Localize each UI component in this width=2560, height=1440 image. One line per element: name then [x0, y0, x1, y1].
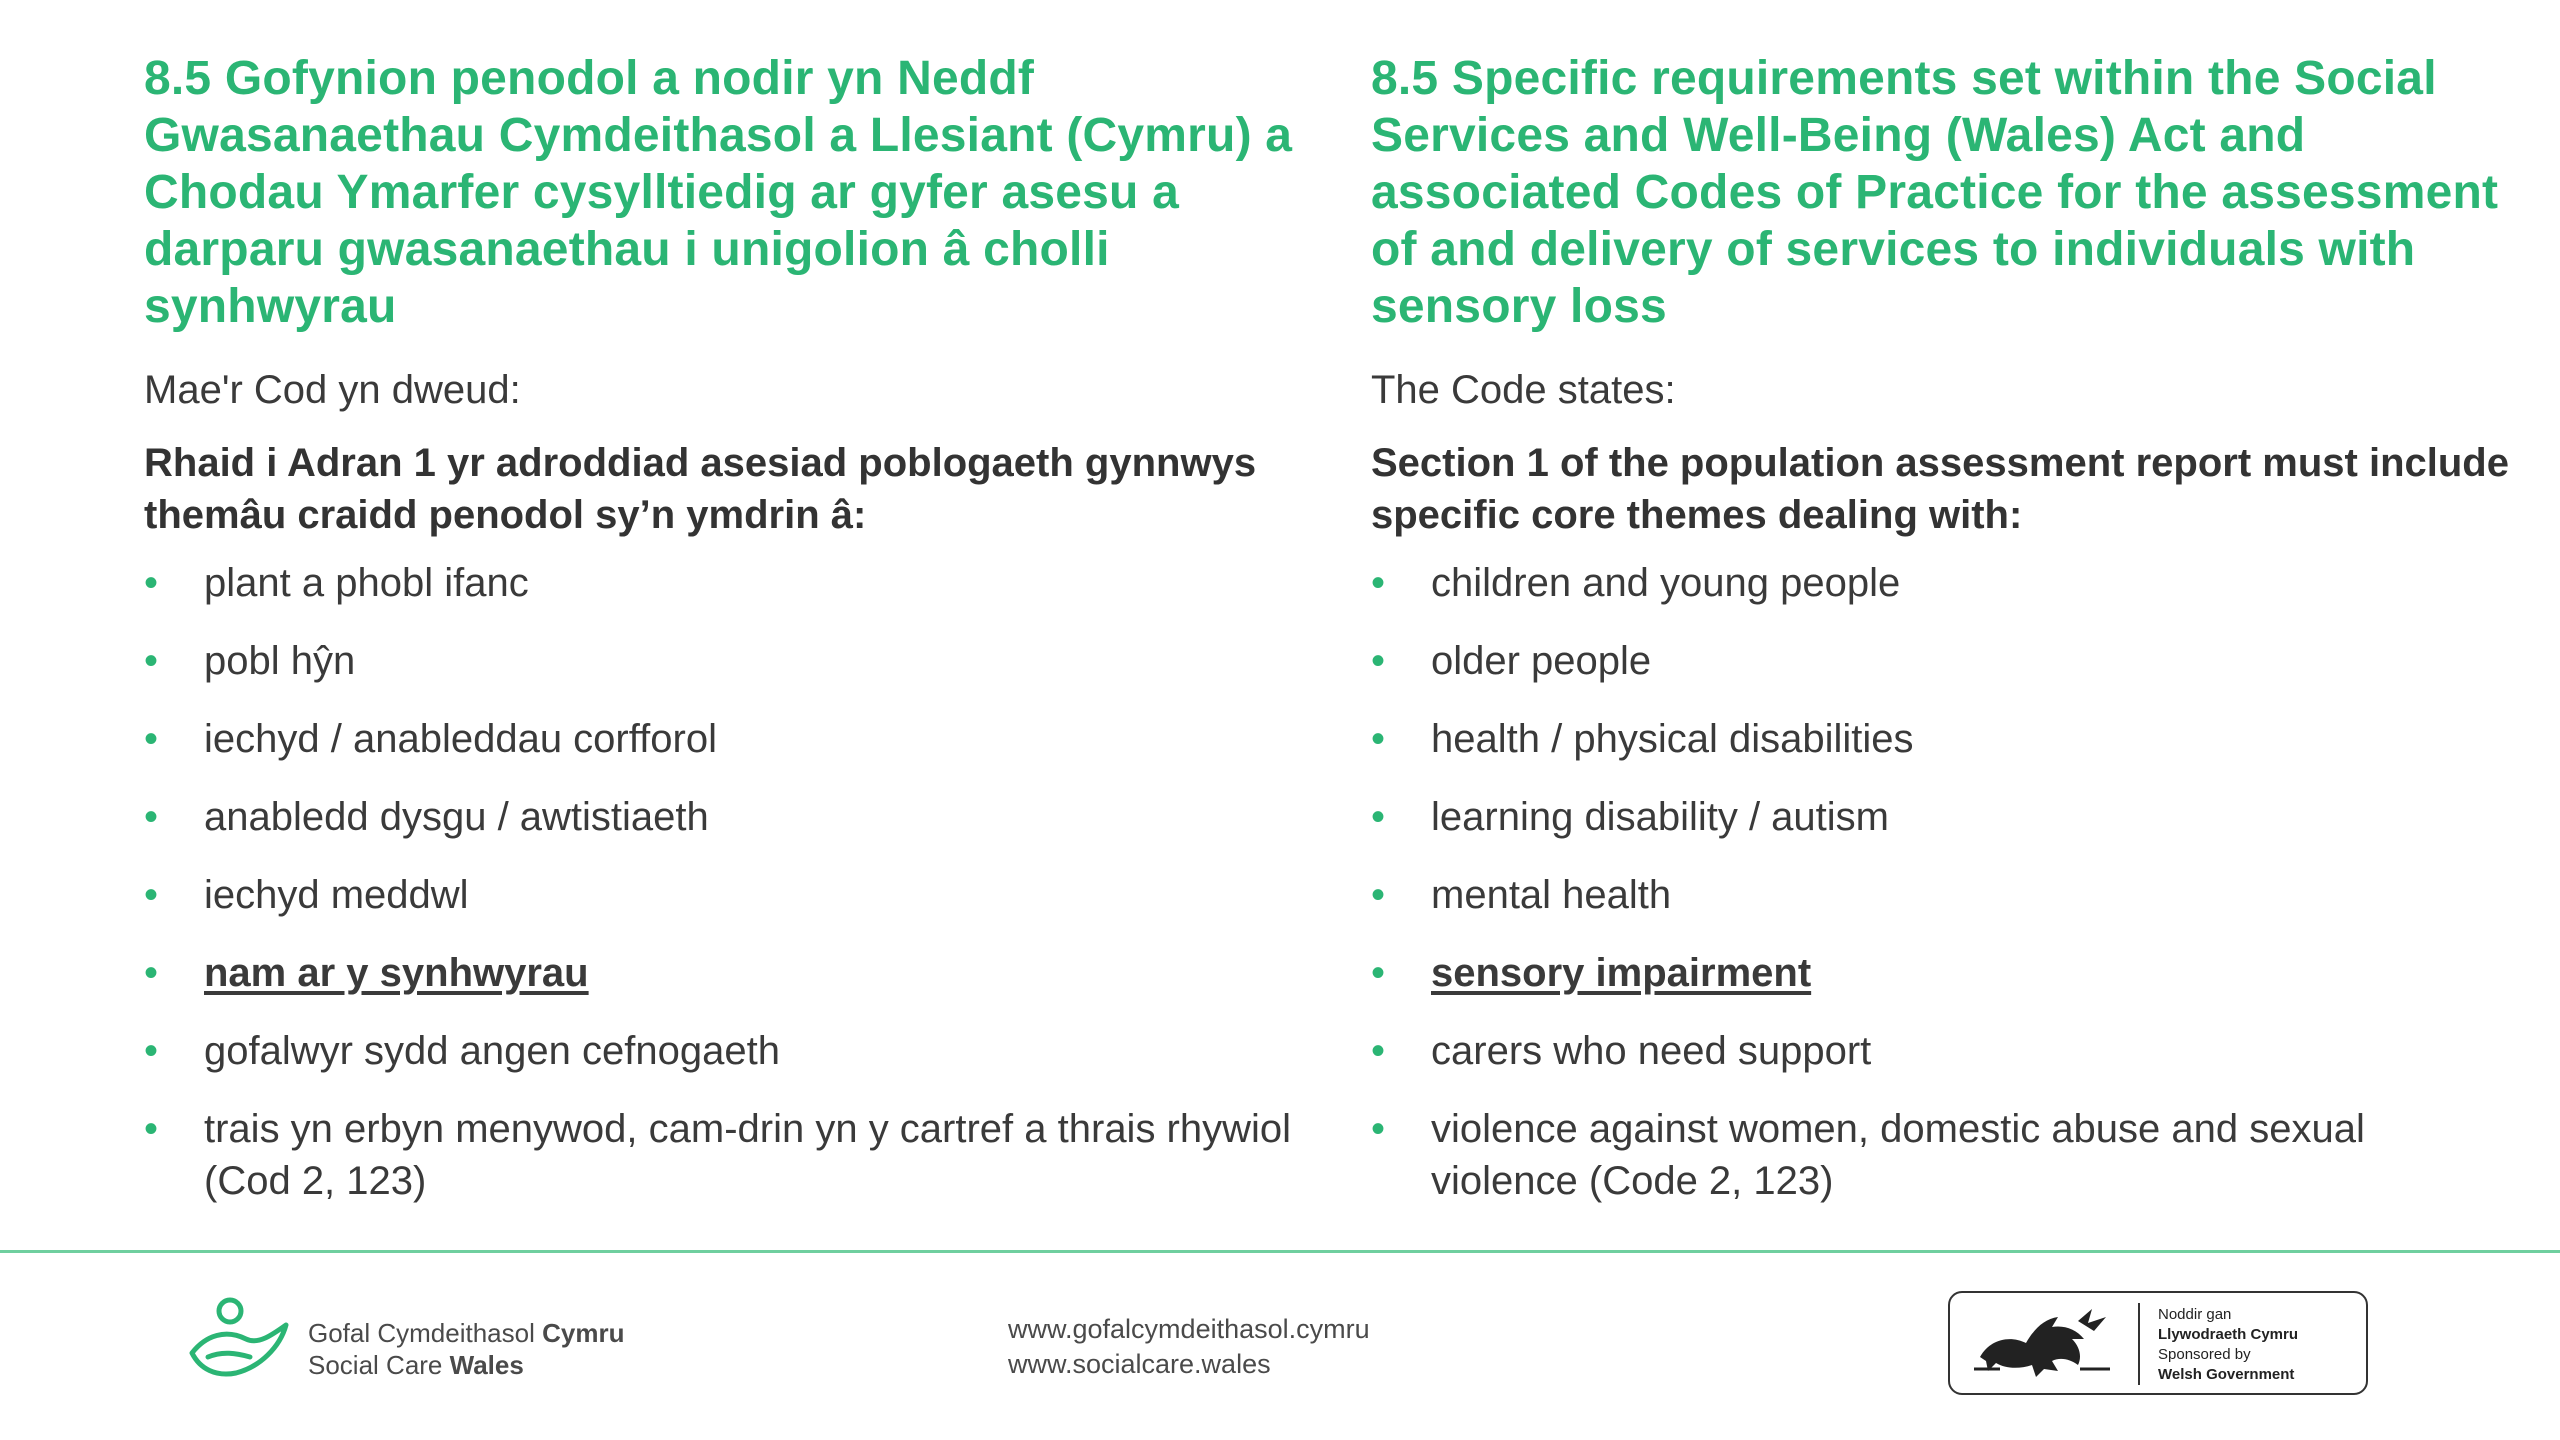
english-url-link[interactable]: www.socialcare.wales — [1008, 1349, 1271, 1379]
sponsor-text: Noddir gan Llywodraeth Cymru Sponsored by Welsh Government — [2158, 1306, 2299, 1383]
bullet-icon: • — [1371, 873, 1386, 917]
list-item: • carers who need support — [1371, 1025, 2521, 1077]
list-item-highlighted: • nam ar y synhwyrau — [144, 947, 1294, 999]
list-item: • pobl hŷn — [144, 635, 1294, 687]
list-item: • mental health — [1371, 869, 2521, 921]
bullet-icon: • — [144, 639, 159, 683]
bullet-icon: • — [144, 951, 159, 995]
bullet-icon: • — [144, 795, 159, 839]
list-item: • children and young people — [1371, 557, 2521, 609]
welsh-column — [144, 50, 1294, 1233]
welsh-url-link[interactable]: www.gofalcymdeithasol.cymru — [1008, 1314, 1370, 1344]
bullet-icon: • — [1371, 1029, 1386, 1073]
bullet-icon: • — [1371, 1107, 1386, 1151]
list-item: • trais yn erbyn menywod, cam-drin yn y cartref a thrais rhywiol (Cod 2, 123) — [144, 1103, 1294, 1207]
footer-urls — [1008, 1312, 1370, 1382]
list-item: • iechyd / anableddau corfforol — [144, 713, 1294, 765]
bullet-icon: • — [144, 1029, 159, 1073]
english-intro: The Code states: — [1371, 368, 1676, 412]
list-item: • health / physical disabilities — [1371, 713, 2521, 765]
list-item: • gofalwyr sydd angen cefnogaeth — [144, 1025, 1294, 1077]
bullet-icon: • — [144, 1107, 159, 1151]
list-item: • iechyd meddwl — [144, 869, 1294, 921]
english-heading: 8.5 Specific requirements set within the Social Services and Well-Being (Wales) Act and associated Codes of Practice for the assessment of and delivery of services to individuals with sensory loss — [1371, 52, 2499, 333]
bullet-icon: • — [144, 717, 159, 761]
footer-divider — [0, 1250, 2560, 1253]
english-lead: Section 1 of the population assessment report must include specific core themes dealing with: — [1371, 441, 2509, 537]
sponsor-separator — [2138, 1303, 2140, 1385]
bullet-icon: • — [144, 561, 159, 605]
welsh-intro: Mae'r Cod yn dweud: — [144, 368, 521, 412]
social-care-wales-logo — [186, 1295, 706, 1385]
welsh-lead: Rhaid i Adran 1 yr adroddiad asesiad poblogaeth gynnwys themâu craidd penodol sy’n ymdrin â: — [144, 441, 1257, 537]
english-theme-list — [1371, 557, 2521, 1207]
welsh-heading: 8.5 Gofynion penodol a nodir yn Neddf Gwasanaethau Cymdeithasol a Llesiant (Cymru) a Chodau Ymarfer cysylltiedig ar gyfer asesu a darparu gwasanaethau i unigolion â cholli synhwyrau — [144, 52, 1293, 333]
list-item: • plant a phobl ifanc — [144, 557, 1294, 609]
list-item-highlighted: • sensory impairment — [1371, 947, 2521, 999]
welsh-government-sponsor-badge — [1948, 1291, 2368, 1395]
list-item: • older people — [1371, 635, 2521, 687]
bullet-icon: • — [1371, 795, 1386, 839]
welsh-theme-list — [144, 557, 1294, 1207]
list-item: • learning disability / autism — [1371, 791, 2521, 843]
list-item: • anabledd dysgu / awtistiaeth — [144, 791, 1294, 843]
bullet-icon: • — [1371, 561, 1386, 605]
english-column — [1371, 50, 2521, 1233]
bullet-icon: • — [1371, 639, 1386, 683]
logo-wordmark: Gofal Cymdeithasol Cymru Social Care Wales — [308, 1318, 625, 1380]
list-item: • violence against women, domestic abuse and sexual violence (Code 2, 123) — [1371, 1103, 2521, 1207]
bullet-icon: • — [1371, 717, 1386, 761]
welsh-dragon-icon — [1960, 1299, 2130, 1389]
social-care-wales-mark-icon — [186, 1295, 296, 1381]
bullet-icon: • — [144, 873, 159, 917]
bullet-icon: • — [1371, 951, 1386, 995]
